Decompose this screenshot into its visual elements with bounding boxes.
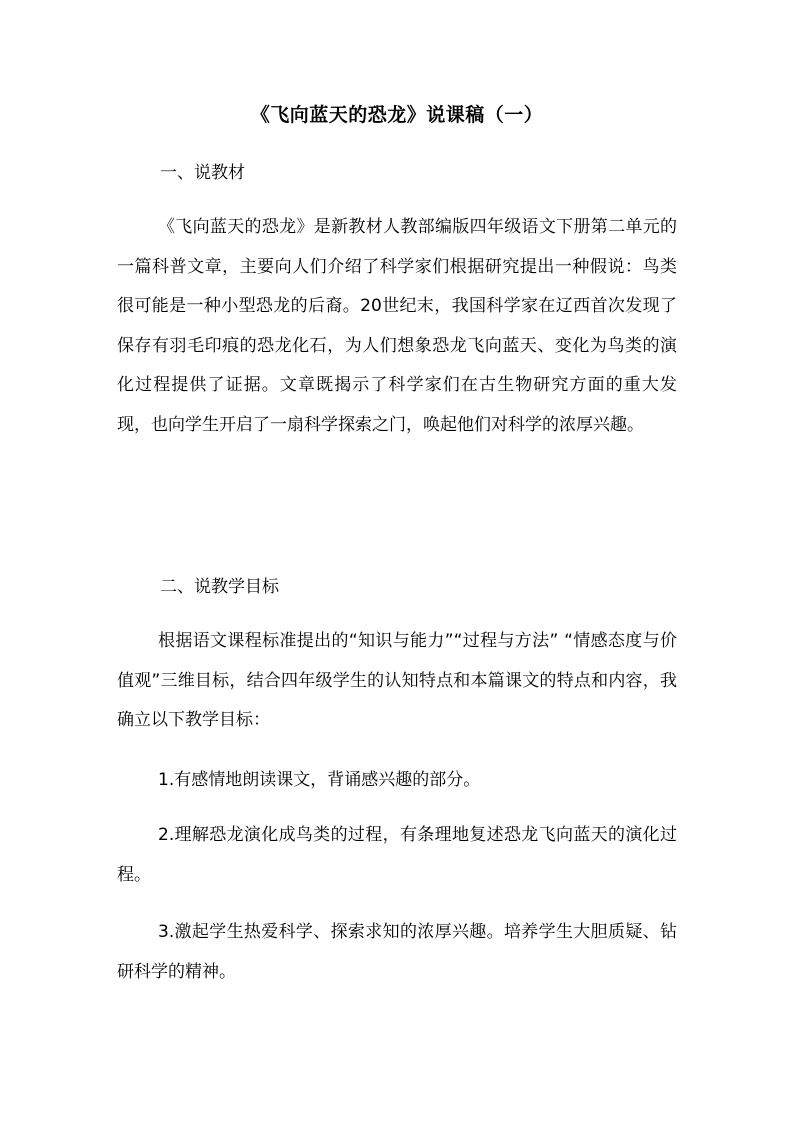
goal-item-2: 2.理解恐龙演化成鸟类的过程，有条理地复述恐龙飞向蓝天的演化过程。 [117,825,677,885]
paragraph-teaching-material: 《飞向蓝天的恐龙》是新教材人教部编版四年级语文下册第二单元的一篇科普文章，主要向人们介绍了科学家们根据研究提出一种假说：鸟类很可能是一种小型恐龙的后裔。20世纪末，我国科学家在辽西首次发现了保存有羽毛印痕的恐龙化石，为人们想象恐龙飞向蓝天、变化为鸟类的演化过程提供了证据。文章既揭示了科学家们在古生物研究方面的重大发现，也向学生开启了一扇科学探索之门，唤起他们对科学的浓厚兴趣。 [117,217,677,435]
paragraph-goals-intro: 根据语文课程标准提出的“知识与能力”“过程与方法” “情感态度与价值观”三维目标，结合四年级学生的认知特点和本篇课文的特点和内容，我确立以下教学目标： [117,631,677,730]
document-title: 《飞向蓝天的恐龙》说课稿（一） [250,104,544,126]
section-heading-teaching-material: 一、说教材 [160,163,245,183]
goal-item-1: 1.有感情地朗读课文，背诵感兴趣的部分。 [158,770,481,790]
section-heading-teaching-goals: 二、说教学目标 [160,577,279,597]
goal-item-3: 3.激起学生热爱科学、探索求知的浓厚兴趣。培养学生大胆质疑、钻研科学的精神。 [117,922,677,982]
